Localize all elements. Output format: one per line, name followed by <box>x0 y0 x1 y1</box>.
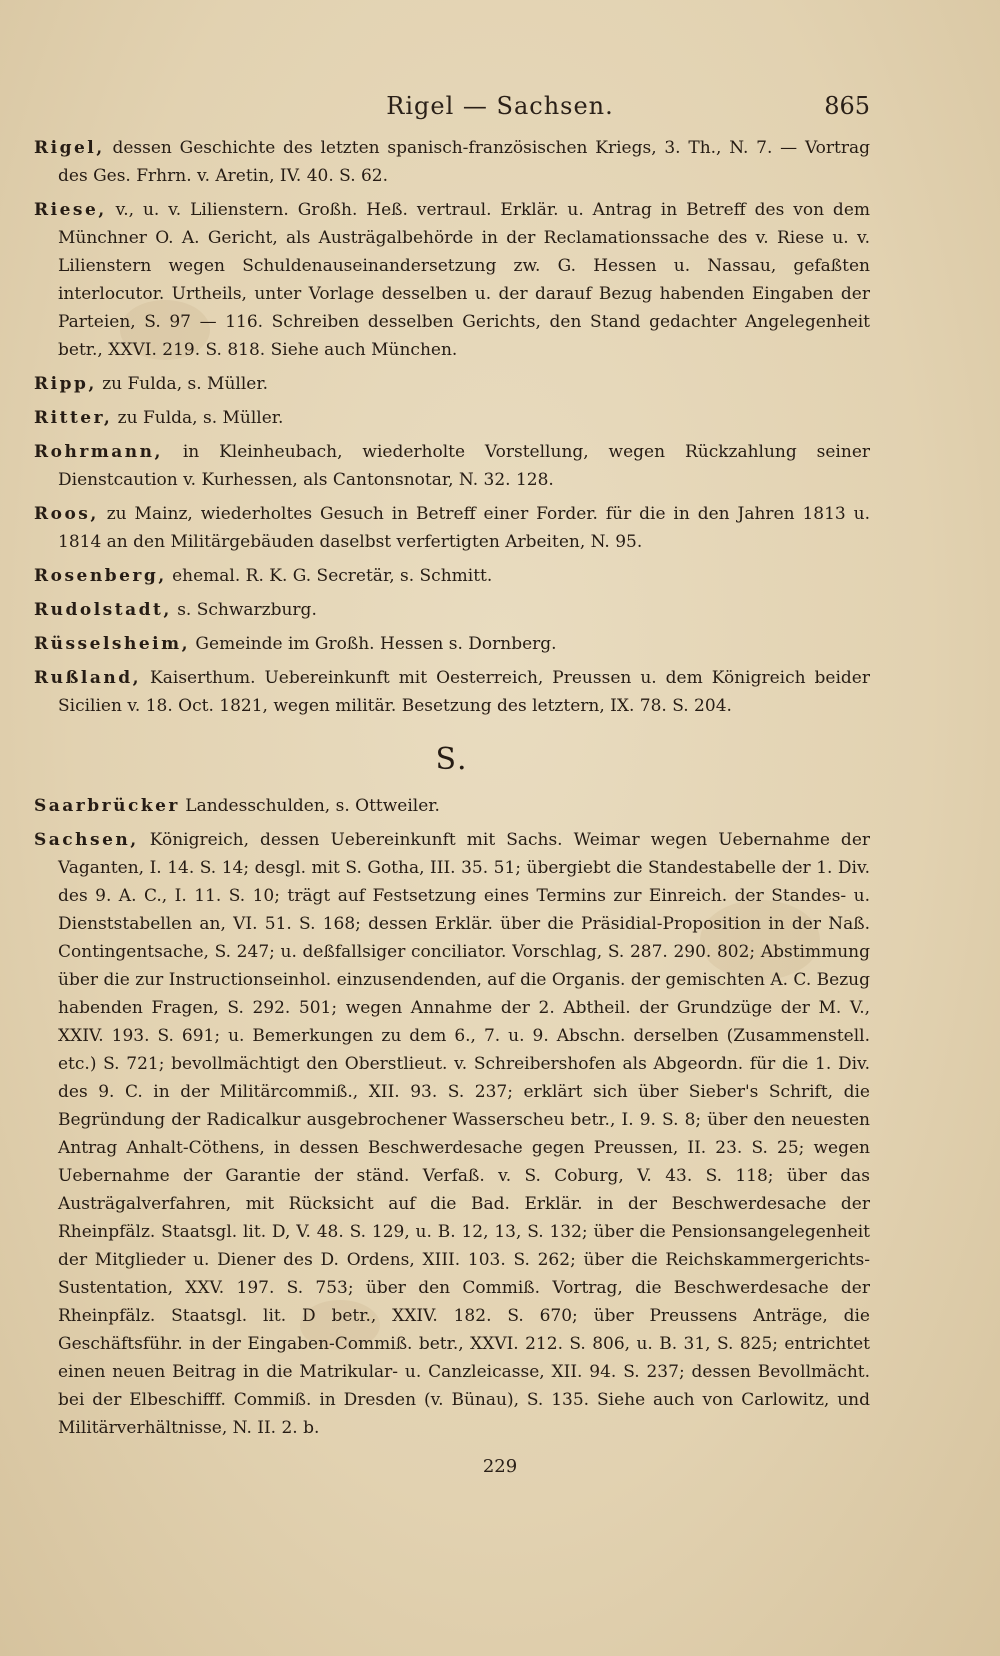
index-entry <box>34 404 870 432</box>
entry-text: s. Schwarzburg. <box>177 600 317 620</box>
entry-text: Kaiserthum. Uebereinkunft mit Oesterreich, Preussen u. dem Königreich beider Sicilien v. 18. Oct. 1821, wegen militär. Besetzung des letztern, IX. 78. S. 204. <box>58 668 870 716</box>
entry-headword: Rigel, <box>34 138 105 158</box>
entry-text: Landesschulden, s. Ottweiler. <box>185 796 440 816</box>
entry-headword: Rüsselsheim, <box>34 634 191 654</box>
entries-r-section <box>34 134 870 720</box>
index-entry <box>34 826 870 1442</box>
entry-headword: Riese, <box>34 200 107 220</box>
entry-text: zu Mainz, wiederholtes Gesuch in Betreff einer Forder. für die in den Jahren 1813 u. 1814 an den Militärgebäuden daselbst verfertigten Arbeiten, N. 95. <box>58 504 870 552</box>
entry-headword: Saarbrücker <box>34 796 180 816</box>
running-header <box>0 92 1000 126</box>
entry-headword: Rosenberg, <box>34 566 167 586</box>
index-entries <box>34 134 870 1448</box>
entry-headword: Rudolstadt, <box>34 600 172 620</box>
entries-s-section <box>34 792 870 1442</box>
index-entry <box>34 370 870 398</box>
entry-headword: Ritter, <box>34 408 113 428</box>
index-entry <box>34 596 870 624</box>
entry-text: ehemal. R. K. G. Secretär, s. Schmitt. <box>172 566 493 586</box>
entry-text: Gemeinde im Großh. Hessen s. Dornberg. <box>195 634 557 654</box>
entry-text: zu Fulda, s. Müller. <box>102 374 268 394</box>
entry-headword: Rohrmann, <box>34 442 163 462</box>
entry-headword: Roos, <box>34 504 99 524</box>
index-entry <box>34 792 870 820</box>
entry-text: zu Fulda, s. Müller. <box>117 408 284 428</box>
page-number: 865 <box>824 92 870 120</box>
entry-headword: Rußland, <box>34 668 142 688</box>
index-entry <box>34 134 870 190</box>
entry-headword: Sachsen, <box>34 830 139 850</box>
entry-text: v., u. v. Lilienstern. Großh. Heß. vertraul. Erklär. u. Antrag in Betreff des von dem Münchner O. A. Gericht, als Austrägalbehörde in der Reclamationssache des v. Riese u. v. Lilienstern wegen Schuldenauseinandersetzung zw. G. Hessen u. Nassau, gefaßten interlocutor. Urtheils, unter Vorlage desselben u. der darauf Bezug habenden Eingaben der Parteien, S. 97 — 116. Schreiben desselben Gerichts, den Stand gedachter Angelegenheit betr., XXVI. 219. S. 818. Siehe auch München. <box>58 200 870 360</box>
index-entry <box>34 500 870 556</box>
signature-mark: 229 <box>482 1456 518 1477</box>
entry-text: Königreich, dessen Uebereinkunft mit Sachs. Weimar wegen Uebernahme der Vaganten, I. 14. S. 14; desgl. mit S. Gotha, III. 35. 51; übergiebt die Standestabelle der 1. Div. des 9. A. C., I. 11. S. 10; trägt auf Festsetzung eines Termins zur Einreich. der Standes- u. Dienststabellen an, VI. 51. S. 168; dessen Erklär. über die Präsidial-Proposition in der Naß. Contingentsache, S. 247; u. deßfallsiger conciliator. Vorschlag, S. 287. 290. 802; Abstimmung über die zur Instructionseinhol. einzusendenden, auf die Organis. der gemischten A. C. Bezug habenden Fragen, S. 292. 501; wegen Annahme der 2. Abtheil. der Grundzüge der M. V., XXIV. 193. S. 691; u. Bemerkungen zu dem 6., 7. u. 9. Abschn. derselben (Zusammenstell. etc.) S. 721; bevollmächtigt den Oberstlieut. v. Schreibershofen als Abgeordn. für die 1. Div. des 9. C. in der Militärcommiß., XII. 93. S. 237; erklärt sich über Sieber's Schrift, die Begründung der Radicalkur ausgebrochener Wasserscheu betr., I. 9. S. 8; über den neuesten Antrag Anhalt-Cöthens, in dessen Beschwerdesache gegen Preussen, II. 23. S. 25; wegen Uebernahme der Garantie der ständ. Verfaß. v. S. Coburg, V. 43. S. 118; über das Austrägalverfahren, mit Rücksicht auf die Bad. Erklär. in der Beschwerdesache der Rheinpfälz. Staatsgl. lit. D, V. 48. S. 129, u. B. 12, 13, S. 132; über die Pensionsangelegenheit der Mitglieder u. Diener des D. Ordens, XIII. 103. S. 262; über die Reichskammergerichts-Sustentation, XXV. 197. S. 753; über den Commiß. Vortrag, die Beschwerdesache der Rheinpfälz. Staatsgl. lit. D betr., XXIV. 182. S. 670; über Preussens Anträge, die Geschäftsführ. in der Eingaben-Commiß. betr., XXVI. 212. S. 806, u. B. 31, S. 825; entrichtet einen neuen Beitrag in die Matrikular- u. Canzleicasse, XII. 94. S. 237; dessen Bevollmächt. bei der Elbeschifff. Commiß. in Dresden (v. Bünau), S. 135. Siehe auch von Carlowitz, und Militärverhältnisse, N. II. 2. b. <box>58 830 871 1438</box>
entry-text: in Kleinheubach, wiederholte Vorstellung, wegen Rückzahlung seiner Dienstcaution v. Kurhessen, als Cantonsnotar, N. 32. 128. <box>58 442 871 490</box>
entry-text: dessen Geschichte des letzten spanisch-französischen Kriegs, 3. Th., N. 7. — Vortrag des Ges. Frhrn. v. Aretin, IV. 40. S. 62. <box>58 138 870 186</box>
index-entry <box>34 438 870 494</box>
index-entry <box>34 630 870 658</box>
index-entry <box>34 196 870 364</box>
index-entry <box>34 562 870 590</box>
section-heading: S. <box>435 742 469 777</box>
index-entry <box>34 664 870 720</box>
running-title: Rigel — Sachsen. <box>386 92 614 120</box>
entry-headword: Ripp, <box>34 374 97 394</box>
